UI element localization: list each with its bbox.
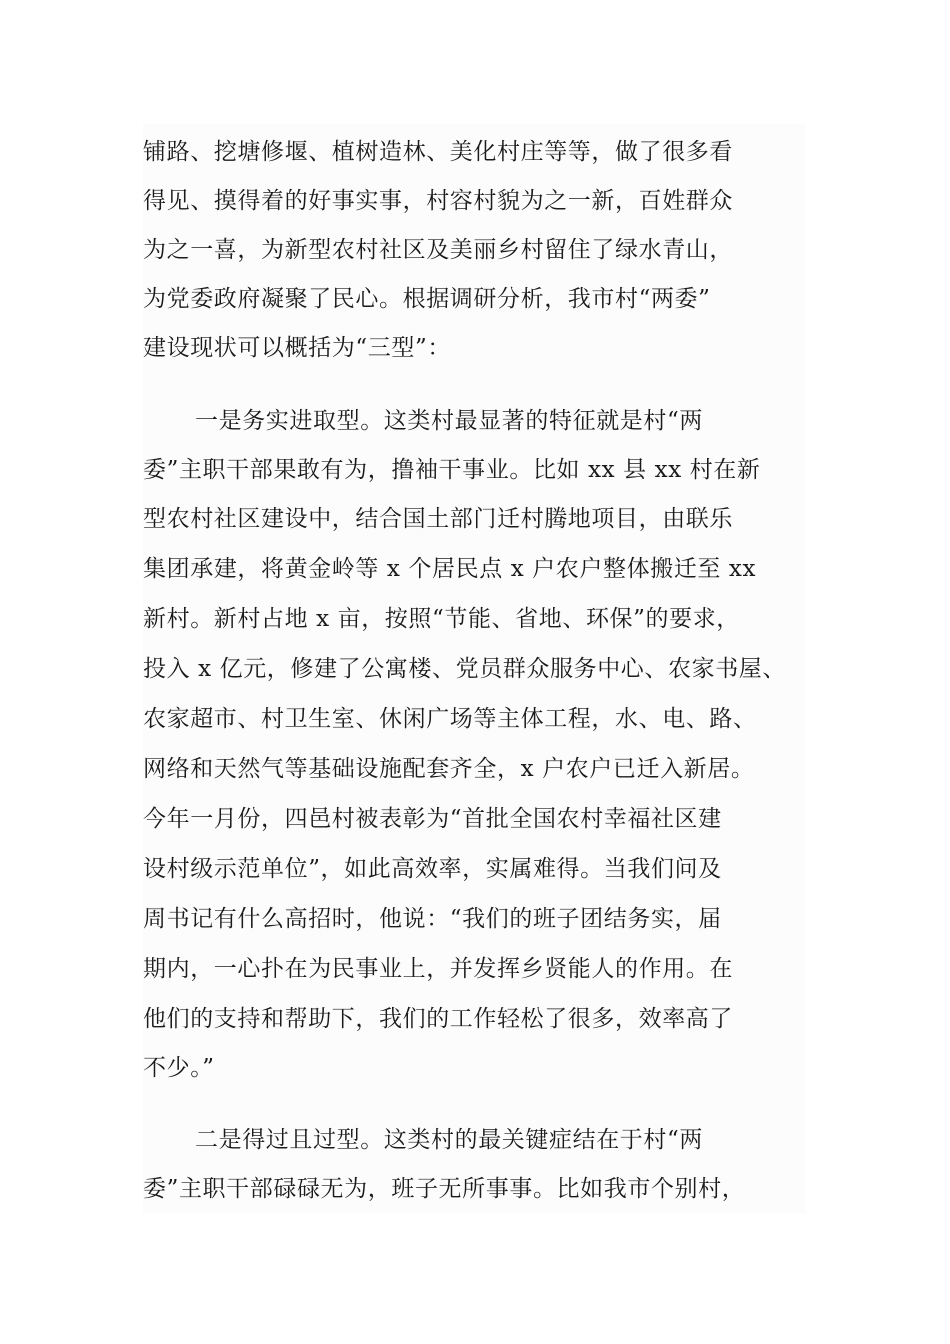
paragraph-line: 今年一月份，四邑村被表彰为“首批全国农村幸福社区建 xyxy=(143,806,722,832)
paragraph-line: 设村级示范单位”，如此高效率，实属难得。当我们问及 xyxy=(143,856,722,882)
paragraph-line: 农家超市、村卫生室、休闲广场等主体工程，水、电、路、 xyxy=(143,706,757,732)
paragraph-line: 周书记有什么高招时，他说：“我们的班子团结务实，届 xyxy=(143,906,722,932)
paragraph-line: 委”主职干部果敢有为，撸袖干事业。比如 xx 县 xx 村在新 xyxy=(143,457,761,483)
paragraph-line: 集团承建，将黄金岭等 x 个居民点 x 户农户整体搬迁至 xx xyxy=(143,556,757,582)
paragraph-line: 二是得过且过型。这类村的最关键症结在于村“两 xyxy=(195,1127,703,1153)
paragraph-line: 投入 x 亿元，修建了公寓楼、党员群众服务中心、农家书屋、 xyxy=(143,656,786,682)
paragraph-line: 网络和天然气等基础设施配套齐全，x 户农户已迁入新居。 xyxy=(143,756,755,782)
paragraph-line: 为之一喜，为新型农村社区及美丽乡村留住了绿水青山， xyxy=(143,237,733,263)
paragraph-line: 一是务实进取型。这类村最显著的特征就是村“两 xyxy=(195,408,703,434)
paragraph-line: 铺路、挖塘修堰、植树造林、美化村庄等等，做了很多看 xyxy=(143,139,733,165)
paragraph-line: 不少。” xyxy=(143,1055,215,1081)
paragraph-line: 得见、摸得着的好事实事，村容村貌为之一新，百姓群众 xyxy=(143,188,733,214)
paragraph-line: 建设现状可以概括为“三型”： xyxy=(143,335,451,361)
paragraph-line: 型农村社区建设中，结合国土部门迁村腾地项目，由联乐 xyxy=(143,506,733,532)
paragraph-line: 期内，一心扑在为民事业上，并发挥乡贤能人的作用。在 xyxy=(143,956,733,982)
paragraph-line: 他们的支持和帮助下，我们的工作轻松了很多，效率高了 xyxy=(143,1006,733,1032)
document-body xyxy=(143,124,806,1214)
paragraph-line: 为党委政府凝聚了民心。根据调研分析，我市村“两委” xyxy=(143,286,711,312)
paragraph-line: 新村。新村占地 x 亩，按照“节能、省地、环保”的要求， xyxy=(143,606,740,632)
paragraph-line: 委”主职干部碌碌无为，班子无所事事。比如我市个别村， xyxy=(143,1176,746,1202)
